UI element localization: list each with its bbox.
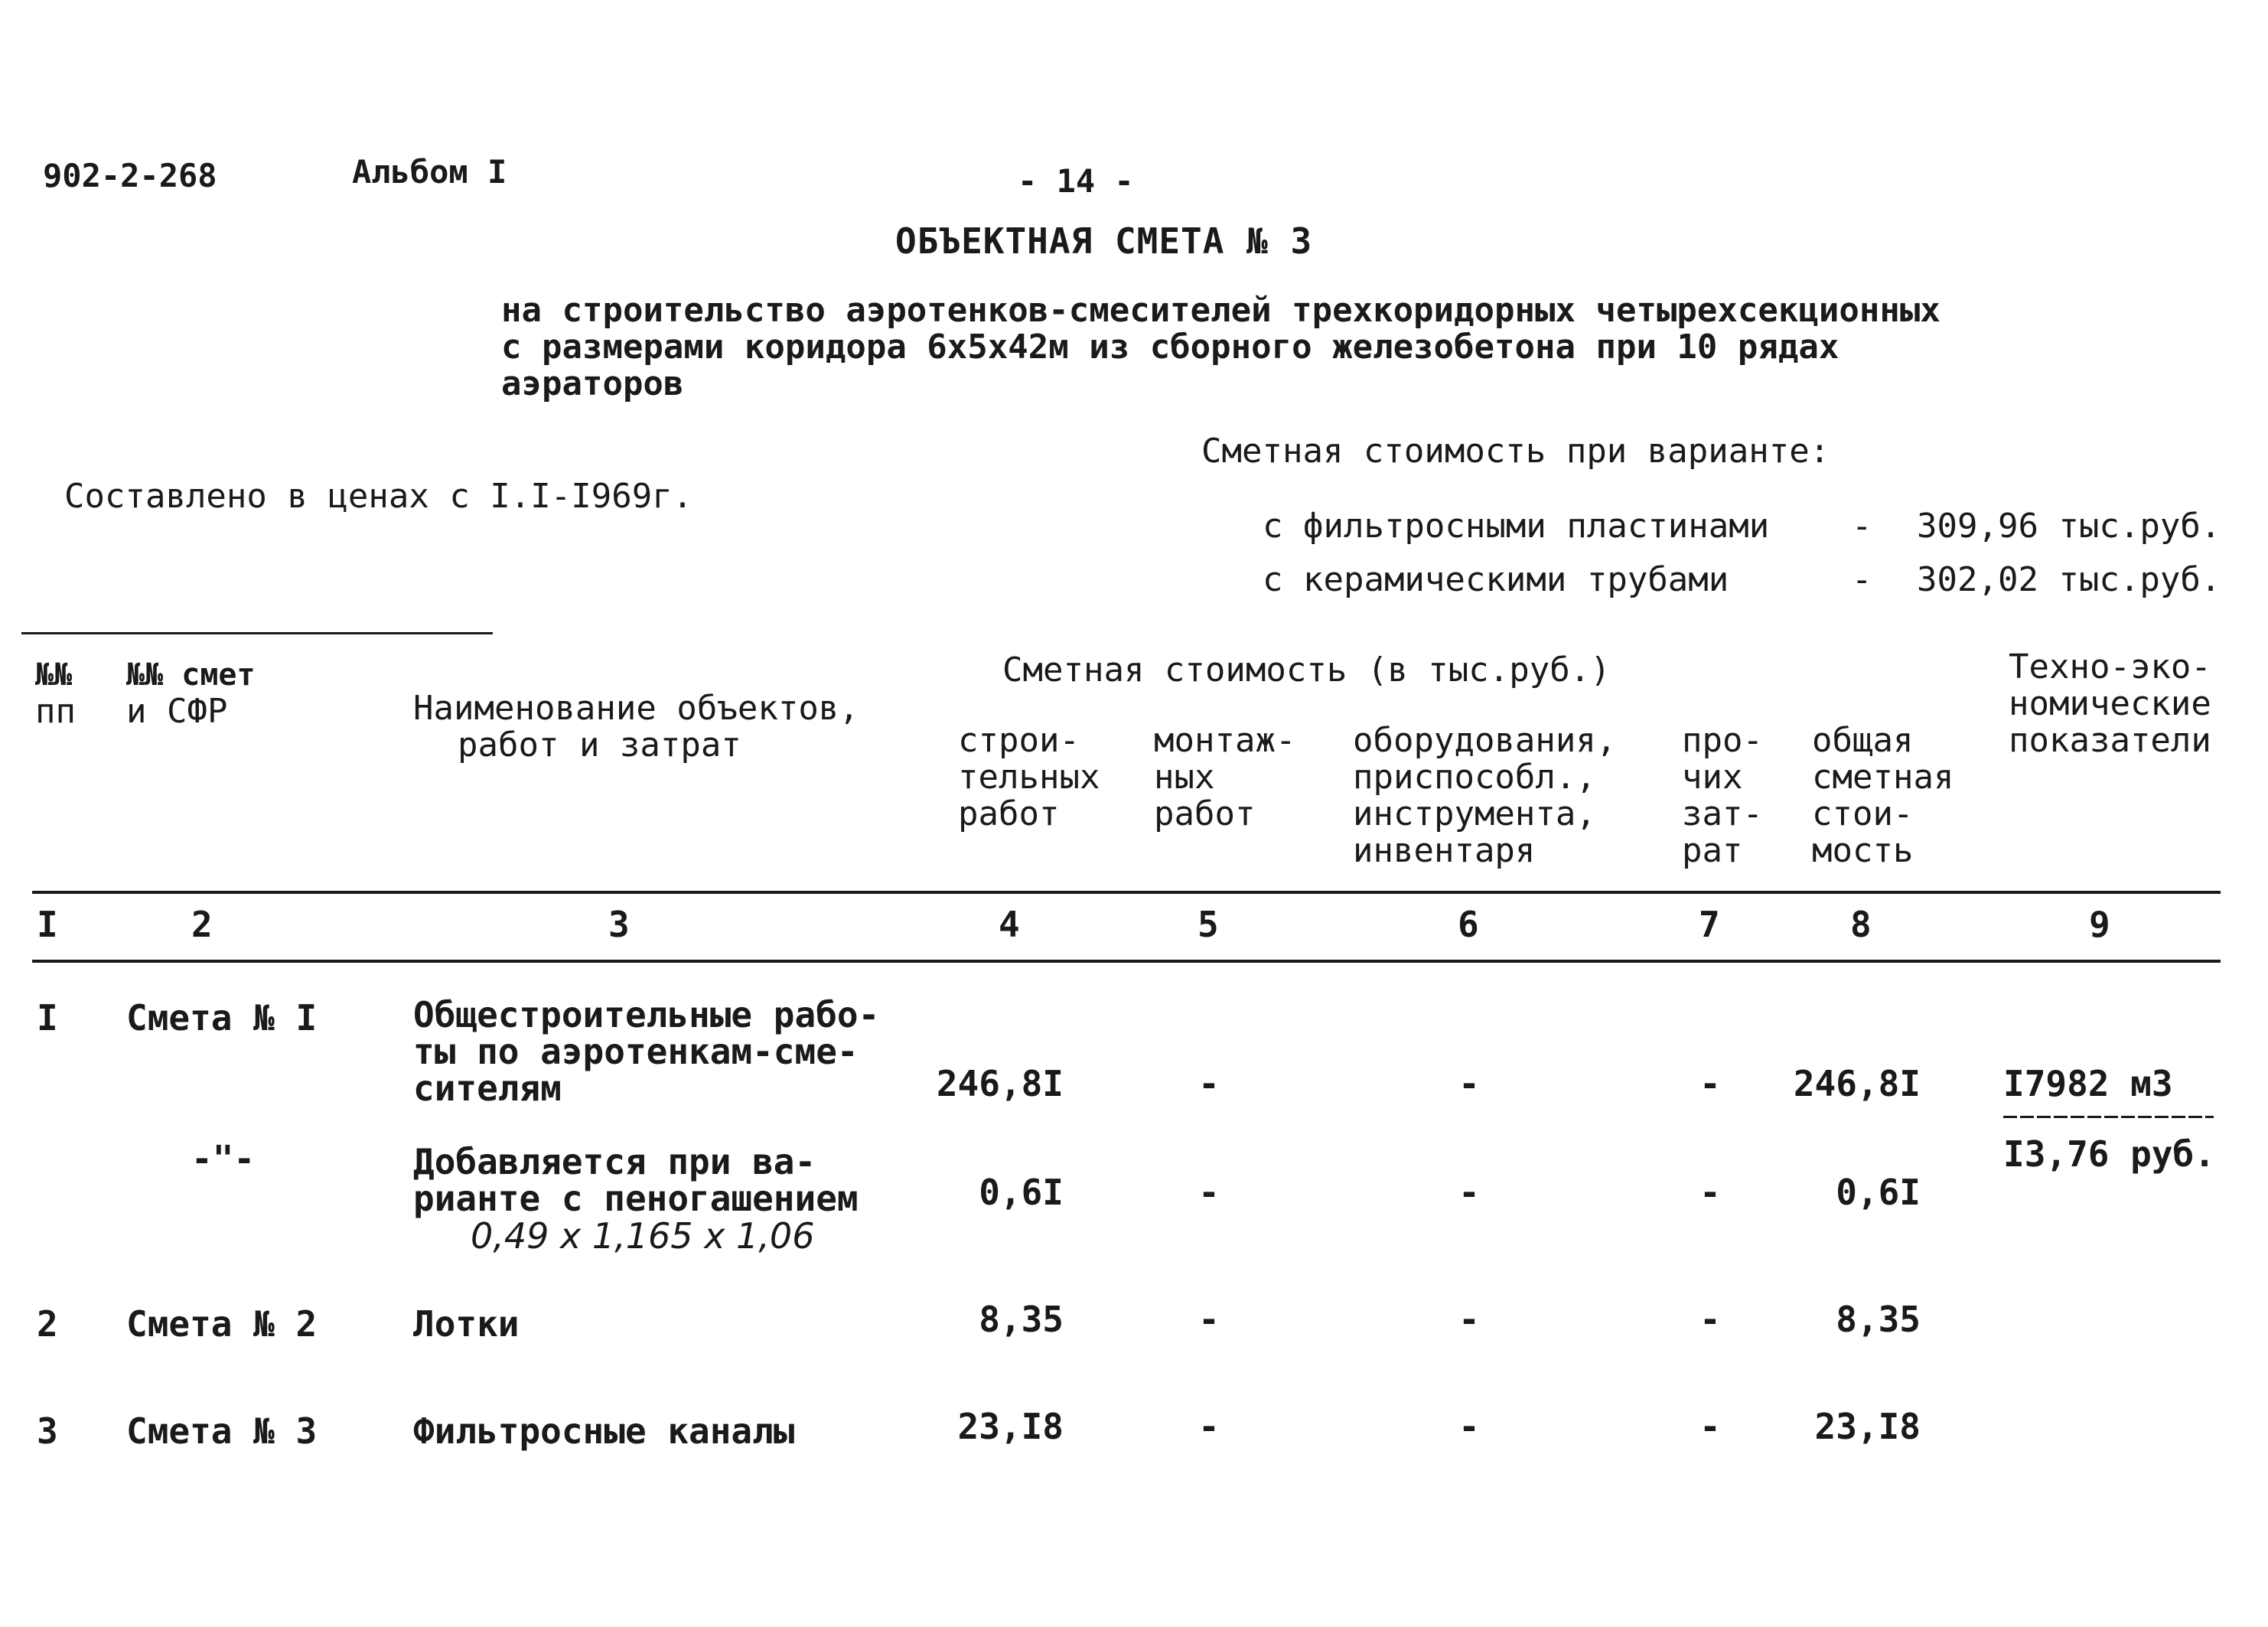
header-col1-line2: пп [35, 692, 76, 731]
header-col3-line1: Наименование объектов, [413, 689, 859, 728]
row1a-total: 0,6I [1836, 1172, 1921, 1213]
variant-1-label: с фильтросными пластинами [1263, 507, 1770, 546]
header-col4-line1: строи- [958, 721, 1080, 760]
header-col4-line3: работ [958, 794, 1060, 833]
variant-2-dash: - [1852, 560, 1872, 599]
col-number-8: 8 [1850, 904, 1872, 945]
row1a-mount: - [1198, 1172, 1220, 1213]
header-col5-line1: монтаж- [1154, 721, 1296, 760]
page-title: ОБЪЕКТНАЯ СМЕТА № 3 [895, 220, 1313, 262]
header-col6-line3: инструмента, [1353, 794, 1596, 833]
row2-build: 8,35 [979, 1299, 1064, 1340]
row1-other: - [1699, 1063, 1721, 1104]
numbers-bottom-rule [32, 960, 2221, 963]
row2-mount: - [1198, 1299, 1220, 1340]
header-col4-line2: тельных [958, 758, 1100, 797]
row1-equip: - [1458, 1063, 1480, 1104]
header-col6-line1: оборудования, [1353, 721, 1617, 760]
row1a-handwritten-calc: 0,49 x 1,165 x 1,06 [471, 1215, 815, 1257]
row1-name-line1: Общестроительные рабо- [413, 994, 880, 1035]
col-number-5: 5 [1198, 904, 1219, 945]
document-code: 902-2-268 [43, 157, 217, 194]
row1a-equip: - [1458, 1172, 1480, 1213]
cost-heading: Сметная стоимость при варианте: [1201, 432, 1830, 471]
variant-2-label: с керамическими трубами [1263, 560, 1729, 599]
variant-1-dash: - [1852, 507, 1872, 546]
prices-note: Составлено в ценах с I.I-I969г. [64, 477, 693, 516]
row1a-build: 0,6I [979, 1172, 1064, 1213]
header-col7-line3: зат- [1682, 794, 1763, 833]
row2-name: Лотки [413, 1303, 520, 1345]
variant-1-value: 309,96 тыс.руб. [1917, 507, 2221, 546]
header-col8-line1: общая [1812, 721, 1914, 760]
row1-mount: - [1198, 1063, 1220, 1104]
row1-indicator-volume: I7982 м3 [2003, 1063, 2173, 1104]
row1-name-line2: ты по аэротенкам-сме- [413, 1031, 859, 1072]
header-col7-line4: рат [1682, 831, 1743, 870]
row3-total: 23,I8 [1814, 1406, 1921, 1447]
subtitle-line-1: на строительство аэротенков-смесителей трехкоридорных четырехсекционных [501, 291, 1941, 330]
header-col2-line1: №№ смет [126, 657, 256, 693]
row3-equip: - [1458, 1406, 1480, 1447]
header-col1-line1: №№ [35, 657, 73, 693]
row1a-other: - [1699, 1172, 1721, 1213]
header-col6-line2: приспособл., [1353, 758, 1596, 797]
col-number-4: 4 [999, 904, 1020, 945]
header-col5-line2: ных [1154, 758, 1215, 797]
col-number-3: 3 [608, 904, 630, 945]
row2-num: 2 [37, 1303, 58, 1345]
header-col9-line3: показатели [2009, 721, 2211, 760]
subtitle-line-3: аэраторов [501, 364, 684, 403]
row1a-name-line1: Добавляется при ва- [413, 1141, 816, 1182]
row1-smeta: Смета № I [126, 997, 318, 1038]
row3-build: 23,I8 [957, 1406, 1064, 1447]
col-number-1: I [37, 904, 58, 945]
indicator-fraction-line [2003, 1116, 2214, 1118]
header-group-cost: Сметная стоимость (в тыс.руб.) [1002, 650, 1611, 690]
variant-2-value: 302,02 тыс.руб. [1917, 560, 2221, 599]
row1-indicator-unit-cost: I3,76 руб. [2003, 1133, 2215, 1175]
row1a-name-line2: рианте с пеногашением [413, 1178, 859, 1219]
col-number-6: 6 [1458, 904, 1479, 945]
header-col7-line2: чих [1682, 758, 1743, 797]
col-number-9: 9 [2089, 904, 2110, 945]
row1a-smeta: -"- [191, 1138, 256, 1179]
row3-smeta: Смета № 3 [126, 1410, 318, 1452]
row2-other: - [1699, 1299, 1721, 1340]
row2-smeta: Смета № 2 [126, 1303, 318, 1345]
header-col8-line4: мость [1812, 831, 1914, 870]
subtitle-line-2: с размерами коридора 6х5х42м из сборного железобетона при 10 рядах [501, 328, 1839, 367]
header-col7-line1: про- [1682, 721, 1763, 760]
header-bottom-rule [32, 891, 2221, 894]
header-col8-line2: сметная [1812, 758, 1954, 797]
header-col9-line2: номические [2009, 684, 2211, 723]
row3-name: Фильтросные каналы [413, 1410, 795, 1452]
table-top-rule [21, 632, 493, 634]
col-number-7: 7 [1699, 904, 1720, 945]
header-col8-line3: стои- [1812, 794, 1914, 833]
header-col5-line3: работ [1154, 794, 1256, 833]
row1-total: 246,8I [1793, 1063, 1921, 1104]
row1-build: 246,8I [936, 1063, 1064, 1104]
col-number-2: 2 [191, 904, 213, 945]
row2-equip: - [1458, 1299, 1480, 1340]
row3-mount: - [1198, 1406, 1220, 1447]
header-col2-line2: и СФР [126, 692, 228, 731]
header-col9-line1: Техно-эко- [2009, 647, 2211, 686]
row3-other: - [1699, 1406, 1721, 1447]
row3-num: 3 [37, 1410, 58, 1452]
row2-total: 8,35 [1836, 1299, 1921, 1340]
album-label: Альбом I [352, 153, 507, 191]
row1-num: I [37, 997, 58, 1038]
header-col6-line4: инвентаря [1353, 831, 1536, 870]
page-number: - 14 - [1018, 162, 1134, 200]
header-col3-line2: работ и затрат [458, 725, 741, 765]
row1-name-line3: сителям [413, 1068, 562, 1109]
